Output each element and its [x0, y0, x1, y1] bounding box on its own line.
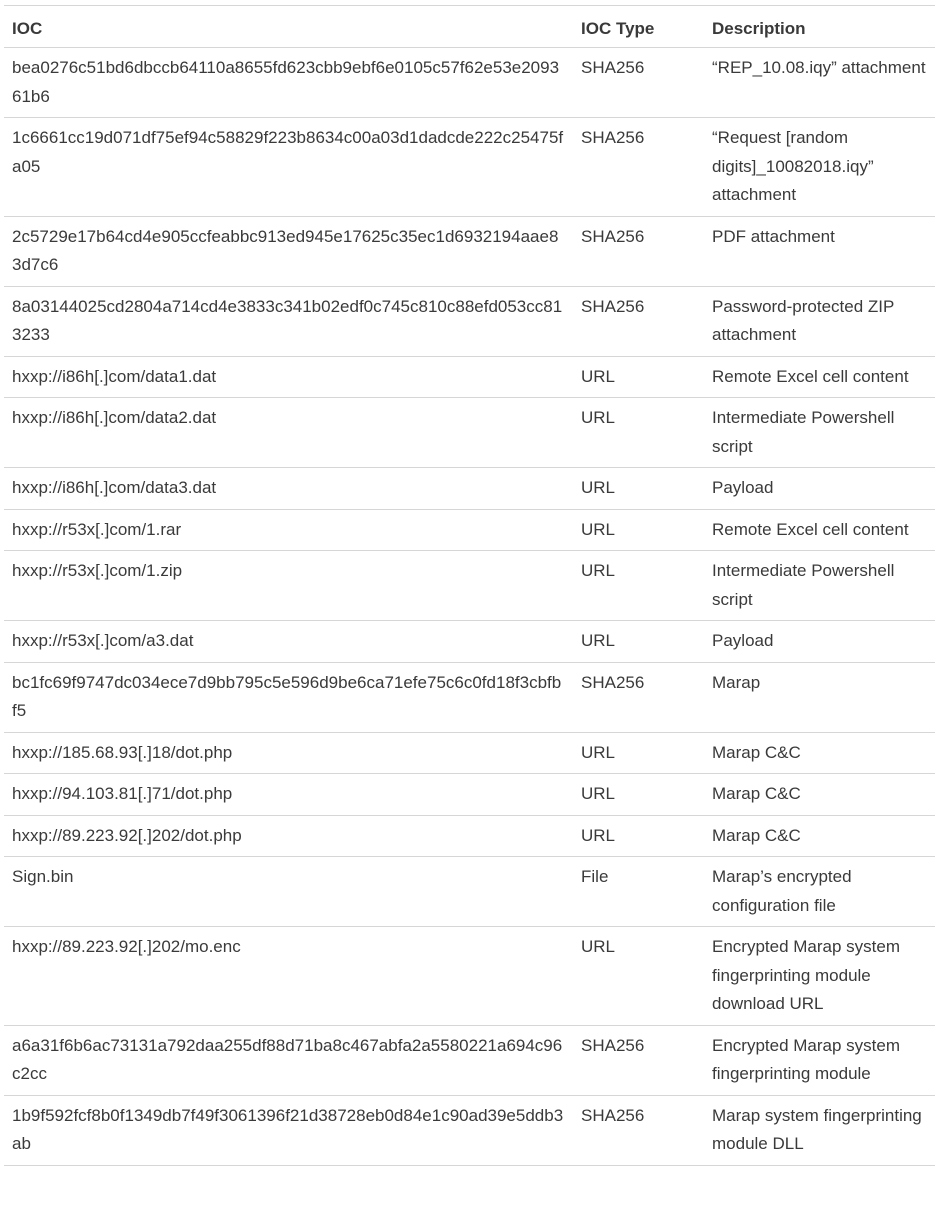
ioc-type-cell: SHA256 [573, 216, 704, 286]
ioc-type-cell: URL [573, 774, 704, 816]
ioc-cell: bc1fc69f9747dc034ece7d9bb795c5e596d9be6ca71efe75c6c0fd18f3cbfbf5 [4, 662, 573, 732]
description-cell: Marap C&C [704, 732, 935, 774]
description-cell: Marap [704, 662, 935, 732]
description-cell: Password-protected ZIP attachment [704, 286, 935, 356]
ioc-type-cell: SHA256 [573, 1025, 704, 1095]
description-cell: Marap system fingerprinting module DLL [704, 1095, 935, 1165]
description-cell: Encrypted Marap system fingerprinting module download URL [704, 927, 935, 1026]
ioc-type-cell: URL [573, 551, 704, 621]
table-header [4, 6, 935, 48]
ioc-cell: hxxp://89.223.92[.]202/mo.enc [4, 927, 573, 1026]
description-cell: Payload [704, 621, 935, 663]
header-row [4, 6, 935, 48]
ioc-type-cell: URL [573, 815, 704, 857]
description-cell: Remote Excel cell content [704, 509, 935, 551]
description-cell: Encrypted Marap system fingerprinting module [704, 1025, 935, 1095]
ioc-type-cell: URL [573, 468, 704, 510]
ioc-type-cell: SHA256 [573, 48, 704, 118]
ioc-cell: hxxp://r53x[.]com/1.rar [4, 509, 573, 551]
table-row [4, 286, 935, 356]
header-ioc-type: IOC Type [573, 6, 704, 48]
table-row [4, 398, 935, 468]
description-cell: Intermediate Powershell script [704, 398, 935, 468]
table-row [4, 732, 935, 774]
description-cell: Remote Excel cell content [704, 356, 935, 398]
ioc-type-cell: SHA256 [573, 286, 704, 356]
description-cell: PDF attachment [704, 216, 935, 286]
table-body [4, 48, 935, 1166]
table-row [4, 857, 935, 927]
ioc-type-cell: URL [573, 398, 704, 468]
table-row [4, 621, 935, 663]
ioc-cell: hxxp://i86h[.]com/data3.dat [4, 468, 573, 510]
ioc-type-cell: URL [573, 927, 704, 1026]
table-row [4, 1025, 935, 1095]
ioc-cell: Sign.bin [4, 857, 573, 927]
ioc-cell: hxxp://89.223.92[.]202/dot.php [4, 815, 573, 857]
ioc-cell: hxxp://i86h[.]com/data2.dat [4, 398, 573, 468]
ioc-cell: hxxp://r53x[.]com/1.zip [4, 551, 573, 621]
table-row [4, 551, 935, 621]
ioc-cell: hxxp://185.68.93[.]18/dot.php [4, 732, 573, 774]
table-row [4, 815, 935, 857]
ioc-cell: a6a31f6b6ac73131a792daa255df88d71ba8c467abfa2a5580221a694c96c2cc [4, 1025, 573, 1095]
table-row [4, 1095, 935, 1165]
table-row [4, 509, 935, 551]
ioc-table [4, 5, 935, 1166]
ioc-type-cell: URL [573, 732, 704, 774]
description-cell: “Request [random digits]_10082018.iqy” attachment [704, 118, 935, 217]
description-cell: Marap C&C [704, 774, 935, 816]
ioc-type-cell: SHA256 [573, 118, 704, 217]
ioc-cell: hxxp://i86h[.]com/data1.dat [4, 356, 573, 398]
table-row [4, 774, 935, 816]
header-ioc: IOC [4, 6, 573, 48]
ioc-cell: 1b9f592fcf8b0f1349db7f49f3061396f21d38728eb0d84e1c90ad39e5ddb3ab [4, 1095, 573, 1165]
ioc-cell: 8a03144025cd2804a714cd4e3833c341b02edf0c745c810c88efd053cc813233 [4, 286, 573, 356]
ioc-cell: 2c5729e17b64cd4e905ccfeabbc913ed945e17625c35ec1d6932194aae83d7c6 [4, 216, 573, 286]
description-cell: Intermediate Powershell script [704, 551, 935, 621]
description-cell: Payload [704, 468, 935, 510]
ioc-type-cell: URL [573, 621, 704, 663]
ioc-type-cell: URL [573, 356, 704, 398]
table-row [4, 468, 935, 510]
ioc-cell: 1c6661cc19d071df75ef94c58829f223b8634c00a03d1dadcde222c25475fa05 [4, 118, 573, 217]
table-row [4, 118, 935, 217]
ioc-type-cell: SHA256 [573, 1095, 704, 1165]
table-row [4, 356, 935, 398]
ioc-type-cell: URL [573, 509, 704, 551]
table-row [4, 927, 935, 1026]
table-row [4, 48, 935, 118]
ioc-cell: hxxp://94.103.81[.]71/dot.php [4, 774, 573, 816]
ioc-cell: hxxp://r53x[.]com/a3.dat [4, 621, 573, 663]
header-description: Description [704, 6, 935, 48]
description-cell: Marap C&C [704, 815, 935, 857]
ioc-cell: bea0276c51bd6dbccb64110a8655fd623cbb9ebf6e0105c57f62e53e209361b6 [4, 48, 573, 118]
description-cell: Marap’s encrypted configuration file [704, 857, 935, 927]
ioc-type-cell: File [573, 857, 704, 927]
ioc-type-cell: SHA256 [573, 662, 704, 732]
table-row [4, 662, 935, 732]
description-cell: “REP_10.08.iqy” attachment [704, 48, 935, 118]
table-row [4, 216, 935, 286]
